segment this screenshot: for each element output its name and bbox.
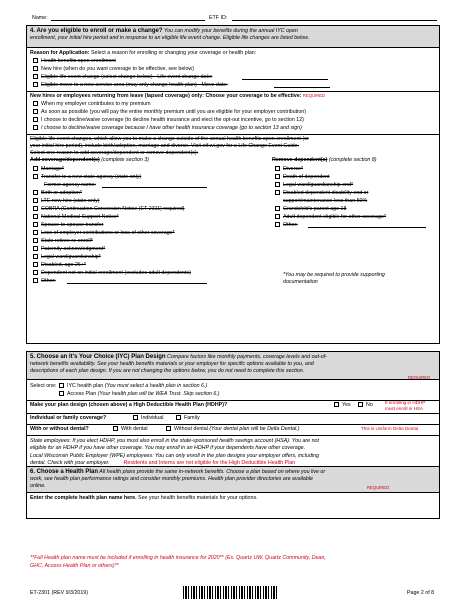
- checkbox[interactable]: [334, 402, 339, 407]
- name-field[interactable]: [51, 15, 205, 21]
- hdhp-question-line: Make your plan design (chosen above) a High Deductible Health Plan (HDHP)?: [30, 402, 228, 408]
- checkbox[interactable]: [33, 238, 38, 243]
- checkbox[interactable]: [33, 125, 38, 130]
- divider: [27, 91, 439, 92]
- checkbox[interactable]: [33, 117, 38, 122]
- remove-item[interactable]: Death of dependent: [275, 174, 330, 180]
- add-item[interactable]: Marriage*: [33, 166, 64, 172]
- add-item[interactable]: COBRA (Continuation Conversion Notice (ET-2311) required): [33, 206, 185, 212]
- add-item[interactable]: Disabled, age 26+*: [33, 262, 86, 268]
- section-6-required: REQUIRED: [367, 485, 390, 490]
- dental-red-note: This is Uniform Delta Dental: [361, 426, 419, 431]
- barcode-image: [183, 586, 279, 599]
- remove-other-field[interactable]: [308, 222, 426, 228]
- checkbox[interactable]: [33, 198, 38, 203]
- add-item[interactable]: Transfer to a new state agency (state only): [33, 174, 141, 180]
- checkbox[interactable]: [166, 426, 171, 431]
- checkbox[interactable]: [59, 383, 64, 388]
- reason-life-event[interactable]: Eligible life event change (select change below) - Life event change date:: [33, 74, 212, 80]
- dental-question: With or without dental?: [30, 426, 89, 432]
- state-note-1: State employees: If you elect HDHP, you must also enroll in the state-sponsored health savings account (HSA). You are not: [30, 438, 319, 444]
- checkbox[interactable]: [33, 262, 38, 267]
- add-coverage-header: Add coverage/dependent(s) (complete section 3): [30, 157, 149, 163]
- newhire-opt-decline-other[interactable]: I choose to decline/waive coverage because I have other health insurance coverage (go to section 13 and sign): [33, 125, 302, 131]
- hdhp-no-option[interactable]: No: [358, 402, 373, 408]
- add-item[interactable]: National Medical Support Notice*: [33, 214, 119, 220]
- section-6-desc-2: work, see health plan performance ratings and consider monthly premiums. Health plan provider directories are available: [30, 476, 313, 482]
- section-4-title: 4. Are you eligible to enroll or make a change?: [30, 28, 163, 34]
- checkbox[interactable]: [33, 230, 38, 235]
- health-plan-name-input[interactable]: [30, 503, 435, 516]
- iyc-plan-option[interactable]: IYC health plan (You must select a health plan in section 6.): [59, 383, 207, 389]
- add-item[interactable]: Loss of employer contributions or loss of other coverage*: [33, 230, 175, 236]
- remove-item-other[interactable]: Other:: [275, 222, 298, 228]
- section-5-desc-2: network benefits availability. See your health benefits materials or your employer for specific options available to you, and: [30, 361, 314, 367]
- checkbox[interactable]: [33, 214, 38, 219]
- newhire-opt-decline[interactable]: I choose to decline/waive coverage (to decline health insurance and elect the opt-out incentive, go to section 12): [33, 117, 304, 123]
- required-label: REQUIRED: [302, 93, 325, 98]
- checkbox[interactable]: [33, 82, 38, 87]
- checkbox[interactable]: [275, 174, 280, 179]
- remove-item[interactable]: Adult dependent eligible for other coverage*: [275, 214, 386, 220]
- life-event-line-1: Eligible life event changes, which allow you to make a change outside of the annual health benefits open enrollment (or: [30, 136, 309, 142]
- checkbox[interactable]: [33, 109, 38, 114]
- form-id: ET-2301 (REV 9/3/2019): [30, 590, 89, 596]
- checkbox[interactable]: [33, 174, 38, 179]
- with-dental-option[interactable]: With dental: [113, 426, 148, 432]
- life-event-line-2: your initial hire period), include birth/adoption, marriage and divorce. Visit etf.wi.gov for a Life Change Event Guide.: [30, 143, 300, 149]
- add-item[interactable]: LTE new hire (state only): [33, 198, 100, 204]
- checkbox[interactable]: [33, 74, 38, 79]
- section-6-title: 6. Choose a Health Plan: [30, 469, 99, 475]
- remove-item[interactable]: Disabled dependent disability end or: [275, 190, 368, 196]
- newhire-opt-employer[interactable]: When my employer contributes to my premium: [33, 101, 151, 107]
- divider: [27, 413, 439, 414]
- hdhp-yes-option[interactable]: Yes: [334, 402, 351, 408]
- reason-open-enrollment[interactable]: Health benefits open enrollment: [33, 58, 116, 64]
- access-plan-option[interactable]: Access Plan (Your health plan will be WEA Trust. Skip section 6.): [59, 391, 220, 397]
- local-red-note: Residents and Interns are not eligible for the High Deductible Health Plan: [123, 460, 296, 466]
- section-5-desc-3: descriptions of each plan design. If you are not changing the options below, you do not need to complete this section.: [30, 368, 305, 374]
- checkbox[interactable]: [33, 58, 38, 63]
- add-item-other[interactable]: Other:: [33, 278, 56, 284]
- individual-option[interactable]: Individual: [133, 415, 163, 421]
- reason-text: Select a reason for enrolling or changing your coverage or health plan:: [89, 50, 257, 56]
- divider: [27, 424, 439, 425]
- newhire-opt-asap[interactable]: As soon as possible (you will pay the entire monthly premium until you are eligible for your employer contribution): [33, 109, 306, 115]
- etf-id-field[interactable]: [232, 15, 437, 21]
- new-hire-title-line: [30, 93, 325, 99]
- new-hire-title: New hires or employees returning from leave (lapsed coverage) only: Choose your coverage to be effective:: [30, 93, 302, 99]
- remove-item-cont: support/maintenance less than 50%: [283, 198, 368, 204]
- add-item[interactable]: Dependent not on initial enrollment (excludes adult dependents): [33, 270, 191, 276]
- checkbox[interactable]: [113, 426, 118, 431]
- select-one-label: Select one:: [30, 383, 57, 389]
- without-dental-option[interactable]: Without dental (Your dental plan will be Delta Dental.): [166, 426, 299, 432]
- divider: [27, 435, 439, 436]
- reason-line: [30, 50, 256, 56]
- health-plan-name-label: Enter the complete health plan name here. See your health benefits materials for your options.: [30, 495, 258, 501]
- checkbox[interactable]: [275, 222, 280, 227]
- section-6-desc-3: online.: [30, 483, 46, 489]
- doc-note-1: *You may be required to provide supporting: [283, 272, 385, 278]
- name-label: Name:: [32, 15, 48, 21]
- section-4-desc-1: You can modify your benefits during the annual IYC open: [162, 28, 298, 34]
- section-4-title-line: [30, 28, 298, 34]
- checkbox[interactable]: [275, 214, 280, 219]
- reason-move[interactable]: Eligible move to a new service area (may only change health plan) - Move date:: [33, 82, 228, 88]
- hdhp-warning-1: If enrolling in HDHP: [385, 400, 426, 405]
- remove-item[interactable]: Divorce*: [275, 166, 303, 172]
- divider: [27, 134, 439, 135]
- section-6-desc-1: All health plans provide the same in-network benefits. Choose a plan based on where you live or: [98, 469, 326, 475]
- section-5-title: 5. Choose an It's Your Choice (IYC) Plan Design: [30, 354, 166, 360]
- life-event-line-3: Select one reason to add coverage/dependent or remove dependent(s):: [30, 150, 199, 156]
- checkbox[interactable]: [33, 254, 38, 259]
- checkbox[interactable]: [133, 415, 138, 420]
- add-item[interactable]: Birth or adoption*: [33, 190, 82, 196]
- checkbox[interactable]: [33, 101, 38, 106]
- checkbox[interactable]: [33, 66, 38, 71]
- move-date-field[interactable]: [274, 82, 330, 88]
- checkbox[interactable]: [33, 206, 38, 211]
- local-note-2-line: dental. Check with your employer. Residents and Interns are not eligible for the High Deductible Health Plan: [30, 460, 296, 466]
- reason-new-hire[interactable]: New hire (when do you want coverage to be effective, see below): [33, 66, 194, 72]
- local-note-1: Local Wisconsin Public Employer (WPE) employees: You can only enroll in the plan designs your employer offers, including: [30, 453, 319, 459]
- family-option[interactable]: Family: [176, 415, 200, 421]
- checkbox[interactable]: [33, 270, 38, 275]
- checkbox[interactable]: [275, 206, 280, 211]
- etf-id-label: ETF ID:: [209, 15, 228, 21]
- remove-item[interactable]: Legal ward/guardianship end*: [275, 182, 353, 188]
- former-agency-field[interactable]: [102, 182, 207, 188]
- checkbox[interactable]: [33, 246, 38, 251]
- section-6-title-line: [30, 469, 325, 475]
- life-event-date-field[interactable]: [242, 74, 328, 80]
- footnote-2: GHC, Access Health Plan or others)**: [30, 563, 119, 569]
- add-item[interactable]: Spouse-to-spouse transfer: [33, 222, 103, 228]
- state-note-2: eligible for an HDHP if you have other coverage. You may enroll in an HDHP if your dependents have other coverage.: [30, 445, 306, 451]
- remove-item[interactable]: Grandchild's parent age 18: [275, 206, 346, 212]
- page-number: Page 2 of 8: [407, 590, 435, 596]
- remove-dependent-header: Remove dependent(s) (complete section 8): [272, 157, 377, 163]
- individual-family-question: Individual or family coverage?: [30, 415, 107, 421]
- add-item[interactable]: Legal ward/guardianship*: [33, 254, 101, 260]
- reason-label: Reason for Application:: [30, 50, 90, 56]
- checkbox[interactable]: [275, 182, 280, 187]
- checkbox[interactable]: [275, 166, 280, 171]
- checkbox[interactable]: [275, 190, 280, 195]
- checkbox[interactable]: [33, 190, 38, 195]
- checkbox[interactable]: [59, 391, 64, 396]
- hdhp-warning-2: must enroll in HSA: [385, 406, 424, 411]
- checkbox[interactable]: [33, 166, 38, 171]
- former-agency-label: Former agency name:: [44, 182, 96, 188]
- section-5-required: REQUIRED: [408, 375, 431, 380]
- add-other-field[interactable]: [67, 278, 207, 284]
- section-5-desc-1: Compare factors like monthly payments, coverage levels and out-of-: [165, 354, 327, 360]
- doc-note-2: documentation: [283, 279, 318, 285]
- section-5-title-line: [30, 354, 327, 360]
- checkbox[interactable]: [33, 222, 38, 227]
- footnote-1: **Full Health plan name must be included if enrolling in health insurance for 2020** (Ex. Quartz UW, Quartz Community, Dean,: [30, 555, 326, 561]
- add-item[interactable]: Paternity acknowledgment*: [33, 246, 105, 252]
- checkbox[interactable]: [176, 415, 181, 420]
- divider: [27, 400, 439, 401]
- checkbox[interactable]: [358, 402, 363, 407]
- add-item[interactable]: State retiree re-enroll*: [33, 238, 93, 244]
- section-4-desc-2: enrollment, your initial hire period and in response to an eligible life event change. Eligible life changes are listed below.: [30, 35, 310, 41]
- checkbox[interactable]: [33, 278, 38, 283]
